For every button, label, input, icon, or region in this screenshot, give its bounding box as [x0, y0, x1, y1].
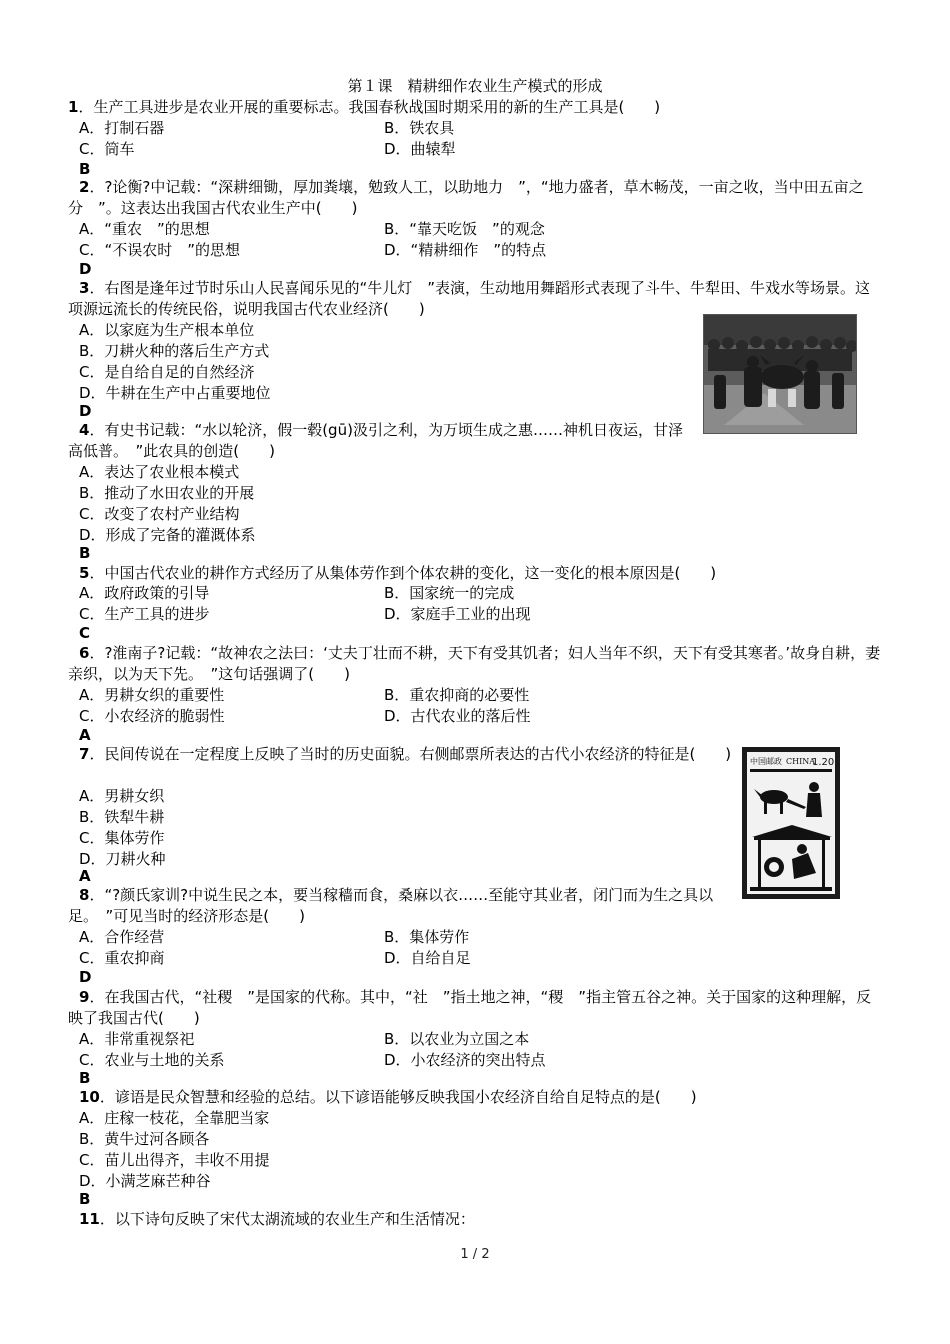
performance-photo: [703, 314, 857, 434]
question-number: 3: [79, 279, 90, 297]
question-number: 4: [79, 421, 90, 439]
question-11-stem: [68, 1209, 475, 1229]
question-2-stem: [68, 177, 883, 219]
option-a: A．打制石器: [79, 119, 165, 137]
answer: D: [79, 260, 92, 278]
option-b: B．以农业为立国之本: [384, 1030, 530, 1048]
option-d: D．曲辕犁: [384, 140, 456, 158]
option-b: B．铁犁牛耕: [79, 808, 165, 826]
question-number: 11: [79, 1210, 100, 1228]
option-a: A．合作经营: [79, 928, 165, 946]
question-7-stem: [68, 744, 733, 765]
option-b: B．“靠天吃饭 ”的观念: [384, 220, 545, 238]
option-a: A．“重农 ”的思想: [79, 220, 210, 238]
option-c: C．改变了农村产业结构: [79, 505, 240, 523]
question-text: ．民间传说在一定程度上反映了当时的历史面貌。右侧邮票所表达的古代小农经济的特征是( ): [89, 745, 732, 763]
question-text: ．?论衡?中记载：“深耕细锄，厚加粪壤，勉致人工，以助地力 ”，“地力盛者，草木畅茂，一亩之收，当中田五亩之分 ”。这表达出我国古代农业生产中( ): [68, 178, 864, 217]
question-text: ．在我国古代，“社稷 ”是国家的代称。其中，“社 ”指土地之神，“稷 ”指主管五谷之神。关于国家的这种理解，反映了我国古代( ): [68, 988, 872, 1027]
option-c: C．生产工具的进步: [79, 605, 210, 623]
option-a: A．以家庭为生产根本单位: [79, 321, 255, 339]
answer: D: [79, 968, 92, 986]
option-a: A．政府政策的引导: [79, 584, 210, 602]
option-d: D．古代农业的落后性: [384, 707, 531, 725]
option-a: A．非常重视祭祀: [79, 1030, 195, 1048]
question-8-stem: [68, 885, 733, 927]
option-b: B．国家统一的完成: [384, 584, 515, 602]
option-d: D．牛耕在生产中占重要地位: [79, 384, 271, 402]
question-text: ．生产工具进步是农业开展的重要标志。我国春秋战国时期采用的新的生产工具是( ): [78, 98, 661, 116]
option-d: D．家庭手工业的出现: [384, 605, 531, 623]
question-text: ．有史书记载：“水以轮济，假一毂(gū)汲引之利，为万顷生成之惠……神机日夜运，甘泽高低普。 ”此农具的创造( ): [68, 421, 683, 460]
question-number: 7: [79, 745, 90, 763]
option-b: B．集体劳作: [384, 928, 470, 946]
answer: A: [79, 867, 91, 885]
option-c: C．是自给自足的自然经济: [79, 363, 255, 381]
question-number: 2: [79, 178, 90, 196]
postage-stamp: [742, 747, 840, 899]
option-b: B．刀耕火种的落后生产方式: [79, 342, 270, 360]
option-c: C．集体劳作: [79, 829, 165, 847]
plowing-weaving-stamp-image: [742, 747, 840, 899]
option-d: D．小满芝麻芒种谷: [79, 1172, 211, 1190]
question-6-stem: [68, 643, 883, 685]
question-text: ．以下诗句反映了宋代太湖流域的农业生产和生活情况：: [99, 1210, 475, 1228]
answer: B: [79, 160, 91, 178]
option-d: D．形成了完备的灌溉体系: [79, 526, 256, 544]
question-4-stem: [68, 420, 693, 462]
question-1-stem: [68, 97, 660, 117]
option-a: A．男耕女织: [79, 787, 165, 805]
question-text: ．中国古代农业的耕作方式经历了从集体劳作到个体农耕的变化，这一变化的根本原因是( ): [89, 564, 717, 582]
answer: A: [79, 726, 91, 744]
option-a: A．表达了农业根本模式: [79, 463, 240, 481]
lesson-title: 第１课 精耕细作农业生产模式的形成: [347, 77, 603, 95]
option-d: D．自给自足: [384, 949, 471, 967]
option-c: C．筒车: [79, 140, 135, 158]
page-number: 1 / 2: [460, 1247, 490, 1262]
option-c: C．农业与土地的关系: [79, 1051, 225, 1069]
question-number: 10: [79, 1088, 100, 1106]
answer: B: [79, 544, 91, 562]
answer: B: [79, 1069, 91, 1087]
stamp-country-label: 中国邮政: [750, 757, 782, 766]
question-10-stem: [68, 1087, 697, 1107]
answer: B: [79, 1190, 91, 1208]
question-text: ．?淮南子?记载：“故神农之法曰：‘丈夫丁壮而不耕，天下有受其饥者；妇人当年不织，天下有受其寒者。’故身自耕，妻亲织，以为天下先。 ”这句话强调了( ): [68, 644, 881, 683]
stamp-value: 1.20: [812, 757, 835, 768]
option-b: B．重农抑商的必要性: [384, 686, 530, 704]
crowd-dance-image: [704, 315, 856, 433]
option-a: A．庄稼一枝花，全靠肥当家: [79, 1109, 270, 1127]
option-d: D．小农经济的突出特点: [384, 1051, 546, 1069]
option-c: C．苗儿出得齐，丰收不用提: [79, 1151, 270, 1169]
answer: D: [79, 402, 92, 420]
question-text: ．右图是逢年过节时乐山人民喜闻乐见的“牛儿灯 ”表演，生动地用舞蹈形式表现了斗牛、牛犁田、牛戏水等场景。这项源远流长的传统民俗，说明我国古代农业经济( ): [68, 279, 870, 318]
option-b: B．黄牛过河各顾各: [79, 1130, 210, 1148]
question-number: 6: [79, 644, 90, 662]
question-text: ．谚语是民众智慧和经验的总结。以下谚语能够反映我国小农经济自给自足特点的是( ): [99, 1088, 697, 1106]
answer: C: [79, 624, 91, 642]
option-c: C．小农经济的脆弱性: [79, 707, 225, 725]
option-b: B．推动了水田农业的开展: [79, 484, 255, 502]
question-text: ．“?颜氏家训?中说生民之本，要当稼穑而食，桑麻以衣……至能守其业者，闭门而为生之具以足。 ”可见当时的经济形态是( ): [68, 886, 714, 925]
option-c: C．“不误农时 ”的思想: [79, 241, 241, 259]
question-number: 9: [79, 988, 90, 1006]
question-number: 5: [79, 564, 90, 582]
question-5-stem: [68, 563, 716, 583]
option-b: B．铁农具: [384, 119, 455, 137]
option-c: C．重农抑商: [79, 949, 165, 967]
option-a: A．男耕女织的重要性: [79, 686, 225, 704]
question-number: 1: [68, 98, 79, 116]
question-9-stem: [68, 987, 883, 1029]
option-d: D．“精耕细作 ”的特点: [384, 241, 547, 259]
question-number: 8: [79, 886, 90, 904]
option-d: D．刀耕火种: [79, 850, 166, 868]
stamp-country-latin: CHINA: [786, 757, 816, 766]
